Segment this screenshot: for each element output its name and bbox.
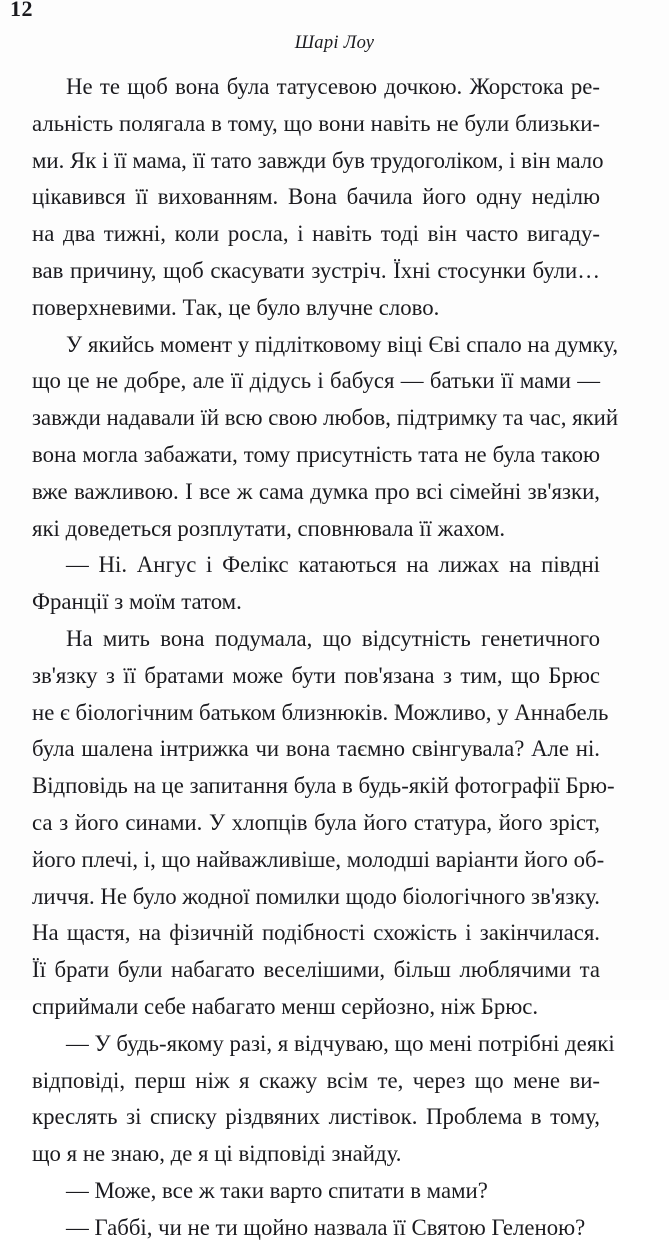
text-line: які доведеться розплутати, сповнювала її жахом.	[32, 515, 506, 541]
text-line: відповіді, перш ніж я скажу всім те, через що мене ви-	[32, 1067, 600, 1093]
text-line: завжди надавали їй всю свою любов, підтримку та час, який	[32, 405, 619, 431]
text-line: — Габбі, чи не ти щойно назвала її Святою Геленою?	[66, 1214, 586, 1240]
page-number: 12	[10, 0, 33, 21]
text-line: зв'язку з її братами може бути пов'язана з тим, що Брюс	[32, 662, 600, 688]
text-line: — Може, все ж таки варто спитати в мами?	[66, 1177, 488, 1203]
text-line: сприймали себе набагато менш серйозно, ніж Брюс.	[32, 993, 539, 1019]
text-line: була шалена інтрижка чи вона таємно свінгувала? Але ні.	[32, 736, 600, 762]
text-line: вав причину, щоб скасувати зустріч. Їхні стосунки були…	[32, 257, 600, 283]
text-line: На щастя, на фізичній подібності схожість і закінчилася.	[32, 920, 600, 946]
text-line: На мить вона подумала, що відсутність генетичного	[66, 625, 600, 651]
text-line: не є біологічним батьком близнюків. Можливо, у Аннабель	[32, 699, 609, 725]
text-line: — Ні. Ангус і Фелікс катаються на лижах на півдні	[66, 552, 600, 578]
text-line: Франції з моїм татом.	[32, 589, 242, 615]
text-line: цікавився її вихованням. Вона бачила його одну неділю	[32, 184, 600, 210]
text-line: що це не добре, але її дідусь і бабуся — батьки її мами —	[32, 368, 600, 394]
text-line: альність полягала в тому, що вони навіть не були близьки-	[32, 110, 600, 136]
text-line: поверхневими. Так, це було влучне слово.	[32, 294, 440, 320]
body-text	[32, 69, 619, 1247]
text-line: що я не знаю, де я ці відповіді знайду.	[32, 1141, 402, 1167]
text-line: — У будь-якому разі, я відчуваю, що мені потрібні деякі	[66, 1030, 615, 1056]
text-line: ми. Як і її мама, її тато завжди був трудоголіком, і він мало	[32, 147, 604, 173]
text-line: У якийсь момент у підлітковому віці Єві спало на думку,	[66, 331, 619, 357]
text-line: Відповідь на це запитання була в будь-якій фотографії Брю-	[32, 773, 615, 799]
text-line: на два тижні, коли росла, і навіть тоді він часто вигаду-	[32, 221, 600, 247]
text-line: са з його синами. У хлопців була його статура, його зріст,	[32, 809, 600, 835]
running-header-author: Шарі Лоу	[294, 33, 375, 53]
text-line: креслять зі списку різдвяних листівок. Проблема в тому,	[32, 1104, 600, 1130]
text-line: Не те щоб вона була татусевою дочкою. Жорстока ре-	[66, 74, 600, 99]
text-line: його плечі, і, що найважливіше, молодші варіанти його об-	[32, 846, 605, 872]
text-line: вона могла забажати, тому присутність тата не була такою	[32, 441, 600, 467]
text-line: личчя. Не було жодної помилки щодо біологічного зв'язку.	[32, 883, 600, 909]
text-line: вже важливою. І все ж сама думка про всі сімейні зв'язки,	[32, 478, 600, 504]
text-line: Її брати були набагато веселішими, більш люблячими та	[32, 957, 600, 983]
